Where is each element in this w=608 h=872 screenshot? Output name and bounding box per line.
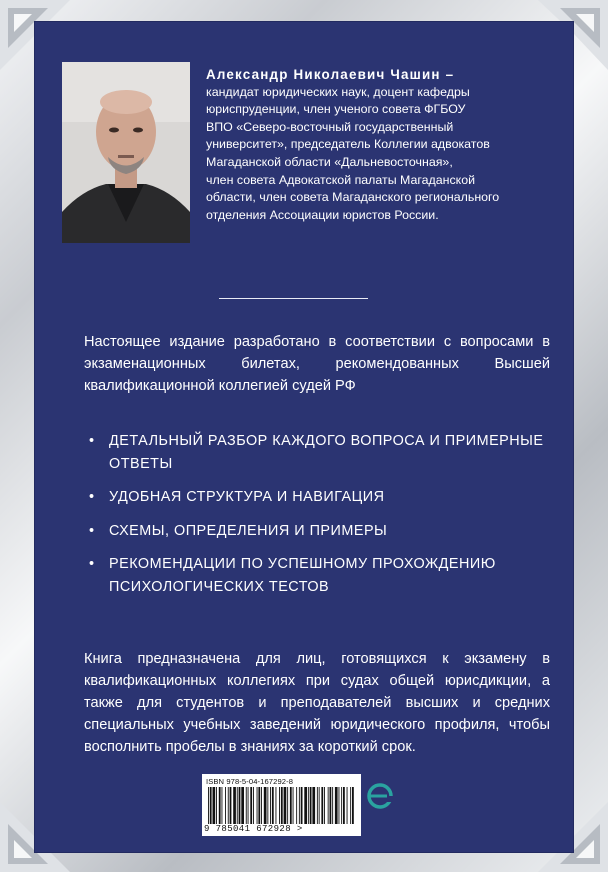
features-list	[89, 430, 559, 609]
isbn-label: ISBN 978-5-04-167292-8	[206, 777, 294, 786]
feature-item	[89, 430, 559, 475]
bullet-icon: •	[89, 489, 95, 505]
feature-text: УДОБНАЯ СТРУКТУРА И НАВИГАЦИЯ	[109, 489, 385, 505]
author-bio	[206, 66, 551, 224]
divider	[219, 298, 368, 299]
bullet-icon: •	[89, 433, 95, 449]
author-name: Александр Николаевич Чашин –	[206, 67, 455, 82]
eksmo-logo-icon	[367, 783, 393, 809]
isbn-barcode-box	[202, 774, 361, 836]
barcode-icon	[206, 787, 357, 824]
bio-line: юриспруденции, член ученого совета ФГБОУ	[206, 102, 466, 117]
feature-item	[89, 553, 559, 598]
feature-item	[89, 486, 559, 509]
bio-line: области, член совета Магаданского регионального	[206, 190, 500, 205]
blue-panel	[34, 21, 574, 853]
bullet-icon: •	[89, 522, 95, 539]
author-photo	[62, 62, 190, 243]
intro-paragraph: Настоящее издание разработано в соответствии с вопросами в экзаменационных билетах, рекомендованных Высшей квалификационной коллегией судей РФ	[84, 334, 550, 394]
bio-line: член совета Адвокатской палаты Магаданской	[206, 172, 476, 187]
bio-line: университет», председатель Коллегии адвокатов	[206, 137, 490, 152]
feature-text: ДЕТАЛЬНЫЙ РАЗБОР КАЖДОГО ВОПРОСА И ПРИМЕРНЫЕ ОТВЕТЫ	[109, 433, 544, 472]
description-paragraph: Книга предназначена для лиц, готовящихся к экзамену в квалификационных коллегиях при судах общей юрисдикции, а также для студентов и преподавателей высших и средних специальных учебных заведений юридического профиля, чтобы восполнить пробелы в знаниях за короткий срок.	[84, 651, 550, 755]
bio-line: отделения Ассоциации юристов России.	[206, 207, 439, 222]
ean-number: 9 785041 672928 >	[204, 824, 303, 834]
bio-line: ВПО «Северо-восточный государственный	[206, 119, 454, 134]
bio-line: Магаданской области «Дальневосточная»,	[206, 154, 453, 169]
feature-text: РЕКОМЕНДАЦИИ ПО УСПЕШНОМУ ПРОХОЖДЕНИЮ ПСИХОЛОГИЧЕСКИХ ТЕСТОВ	[109, 556, 496, 595]
feature-text: СХЕМЫ, ОПРЕДЕЛЕНИЯ И ПРИМЕРЫ	[109, 522, 388, 539]
feature-item	[89, 520, 559, 543]
bio-line: кандидат юридических наук, доцент кафедры	[206, 84, 470, 99]
bullet-icon: •	[89, 556, 95, 572]
